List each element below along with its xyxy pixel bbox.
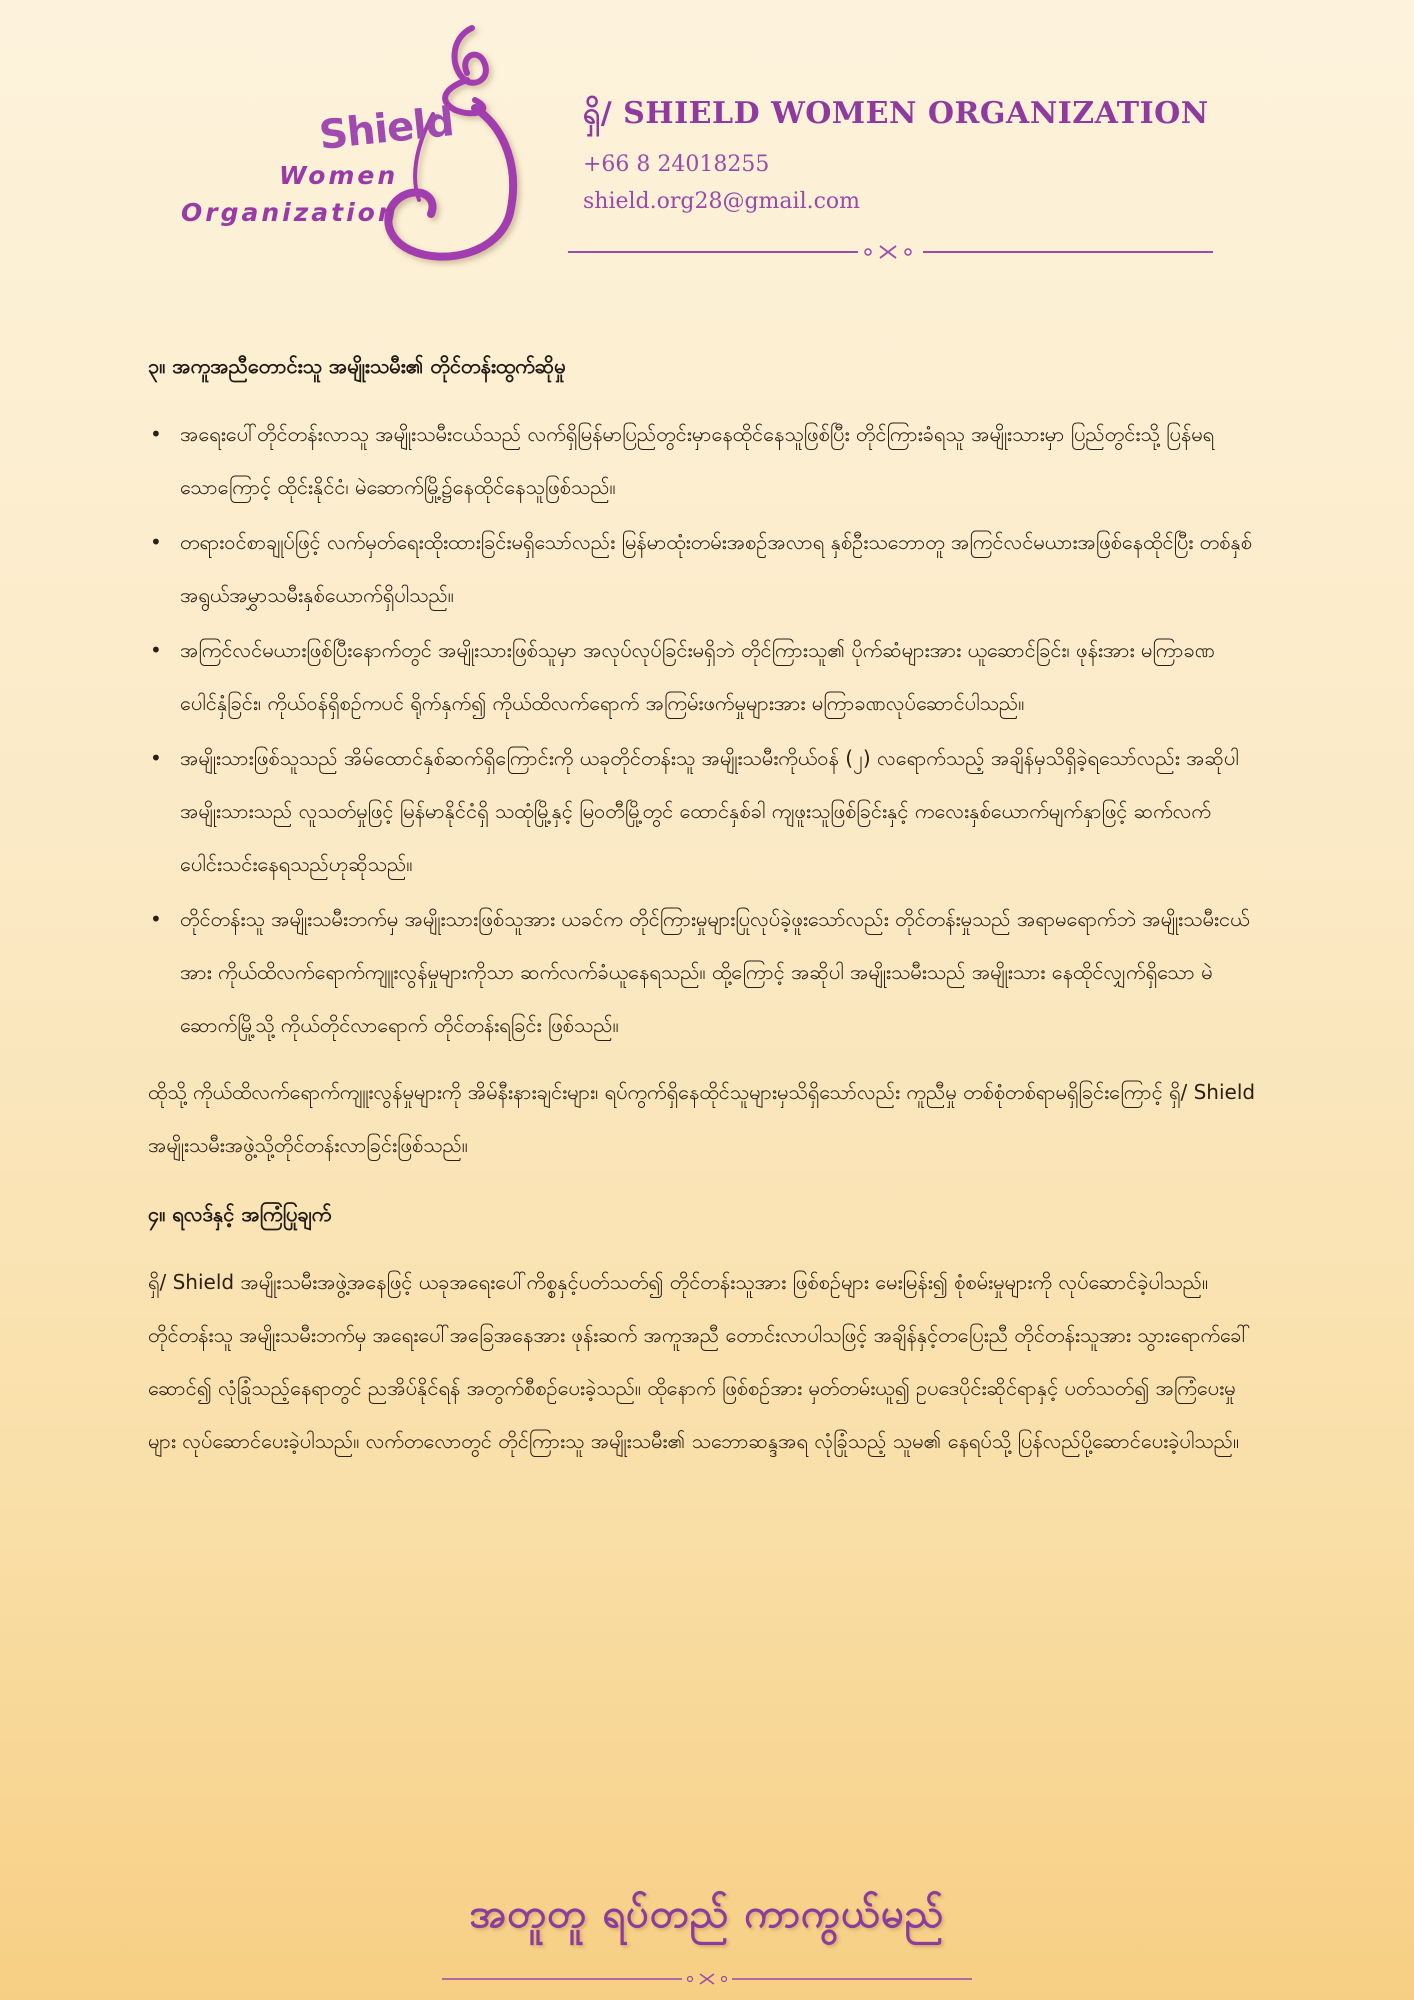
- footer: [0, 1880, 1414, 2000]
- section-3-closing: ထိုသို့ ကိုယ်ထိလက်ရောက်ကျူးလွန်မှုများကို အိမ်နီးနားချင်းများ၊ ရပ်ကွက်ရှိနေထိုင်သူများမှသိရှိသော်လည်း ကူညီမှု တစ်စုံတစ်ရာမရှိခြင်းကြောင့် ရှိ/ Shield အမျိုးသမီးအဖွဲ့သို့တိုင်တန်းလာခြင်းဖြစ်သည်။: [148, 1080, 1256, 1157]
- org-email: shield.org28@gmail.com: [583, 189, 861, 214]
- bullet-item: • အမျိုးသားဖြစ်သူသည် အိမ်ထောင်နှစ်ဆက်ရှိကြောင်းကို ယခုတိုင်တန်းသူ အမျိုးသမီးကိုယ်ဝန် (၂) လရောက်သည့် အချိန်မှသိရှိခဲ့ရသော်လည်း အဆိုပါ အမျိုးသားသည် လူသတ်မှုဖြင့် မြန်မာနိုင်ငံရှိ သထုံမြို့နှင့် မြဝတီမြို့တွင် ထောင်နှစ်ခါ ကျဖူးသူဖြစ်ခြင်းနှင့် ကလေးနှစ်ယောက်မျက်နှာဖြင့် ဆက်လက်ပေါင်းသင်းနေရသည်ဟုဆိုသည်။: [148, 732, 1258, 891]
- org-info: [583, 93, 1223, 214]
- bullet-item: • တရားဝင်စာချုပ်ဖြင့် လက်မှတ်ရေးထိုးထားခြင်းမရှိသော်လည်း မြန်မာထုံးတမ်းအစဉ်အလာရ နှစ်ဦးသဘောတူ အကြင်လင်မယားအဖြစ်နေထိုင်ပြီး တစ်နှစ်အရွယ်အမွှာသမီးနှစ်ယောက်ရှိပါသည်။: [148, 516, 1258, 622]
- letterhead: [0, 0, 1414, 280]
- bullet-item: • အကြင်လင်မယားဖြစ်ပြီးနောက်တွင် အမျိုးသားဖြစ်သူမှာ အလုပ်လုပ်ခြင်းမရှိဘဲ တိုင်ကြားသူ၏ ပိုက်ဆံများအား ယူဆောင်ခြင်း၊ ဖုန်းအား မကြာခဏပေါင်နှံခြင်း၊ ကိုယ်ဝန်ရှိစဉ်ကပင် ရိုက်နှက်၍ ကိုယ်ထိလက်ရောက် အကြမ်းဖက်မှုများအား မကြာခဏလုပ်ဆောင်ပါသည်။: [148, 624, 1258, 730]
- bullet-item: • အရေးပေါ်တိုင်တန်းလာသူ အမျိုးသမီးငယ်သည် လက်ရှိမြန်မာပြည်တွင်းမှာနေထိုင်နေသူဖြစ်ပြီး တိုင်ကြားခံရသူ အမျိုးသားမှာ ပြည်တွင်းသို့ ပြန်မရသောကြောင့် ထိုင်းနိုင်ငံ၊ မဲဆောက်မြို့၌နေထိုင်နေသူဖြစ်သည်။: [148, 408, 1258, 514]
- logo-organization-text: Organization: [181, 198, 399, 227]
- ornamental-divider: [568, 244, 1213, 260]
- footer-slogan: အတူတူ ရပ်တည် ကာကွယ်မည်: [469, 1891, 945, 1937]
- shield-logo: [175, 18, 535, 268]
- section-4-body: ရှိ/ Shield အမျိုးသမီးအဖွဲ့အနေဖြင့် ယခုအရေးပေါ်ကိစ္စနှင့်ပတ်သတ်၍ တိုင်တန်းသူအား ဖြစ်စဉ်များ မေးမြန်း၍ စုံစမ်းမှုများကို လုပ်ဆောင်ခဲ့ပါသည်။ တိုင်တန်းသူ အမျိုးသမီးဘက်မှ အရေးပေါ်အခြေအနေအား ဖုန်းဆက် အကူအညီ တောင်းလာပါသဖြင့် အချိန်နှင့်တပြေးညီ တိုင်တန်းသူအား သွားရောက်ခေါ်ဆောင်၍ လုံခြုံသည့်နေရာတွင် ညအိပ်နိုင်ရန် အတွက်စီစဉ်ပေးခဲ့သည်။ ထိုနောက် ဖြစ်စဉ်အား မှတ်တမ်းယူ၍ ဥပဒေပိုင်းဆိုင်ရာနှင့် ပတ်သတ်၍ အကြံပေးမှုများ လုပ်ဆောင်ပေးခဲ့ပါသည်။ လက်တလောတွင် တိုင်ကြားသူ အမျိုးသမီး၏ သဘောဆန္ဒအရ လုံခြုံသည့် သူမ၏ နေရပ်သို့ ပြန်လည်ပို့ဆောင်ပေးခဲ့ပါသည်။: [148, 1270, 1251, 1453]
- logo-shield-text: Shield: [316, 99, 456, 159]
- footer-ornamental-divider: [442, 1972, 972, 1986]
- bullet-item: • တိုင်တန်းသူ အမျိုးသမီးဘက်မှ အမျိုးသားဖြစ်သူအား ယခင်က တိုင်ကြားမှုများပြုလုပ်ခဲ့ဖူးသော်လည်း တိုင်တန်းမှုသည် အရာမရောက်ဘဲ အမျိုးသမီးငယ်အား ကိုယ်ထိလက်ရောက်ကျူးလွန်မှုများကိုသာ ဆက်လက်ခံယူနေရသည်။ ထို့ကြောင့် အဆိုပါ အမျိုးသမီးသည် အမျိုးသား နေထိုင်လျှက်ရှိသော မဲဆောက်မြို့သို့ ကိုယ်တိုင်လာရောက် တိုင်တန်းရခြင်း ဖြစ်သည်။: [148, 893, 1258, 1052]
- section-3-bullets: [148, 408, 1258, 1052]
- section-4-heading: ၄။ ရလဒ်နှင့် အကြံပြုချက်: [148, 1202, 332, 1226]
- report-body: [148, 348, 1258, 1492]
- org-phone: +66 8 24018255: [583, 152, 770, 177]
- org-name: ရှိ/ SHIELD WOMEN ORGANIZATION: [583, 96, 1209, 131]
- section-3-heading: ၃။ အကူအညီတောင်းသူ အမျိုးသမီး၏ တိုင်တန်းထွက်ဆိုမှု: [148, 354, 566, 378]
- logo-women-text: Women: [279, 161, 399, 190]
